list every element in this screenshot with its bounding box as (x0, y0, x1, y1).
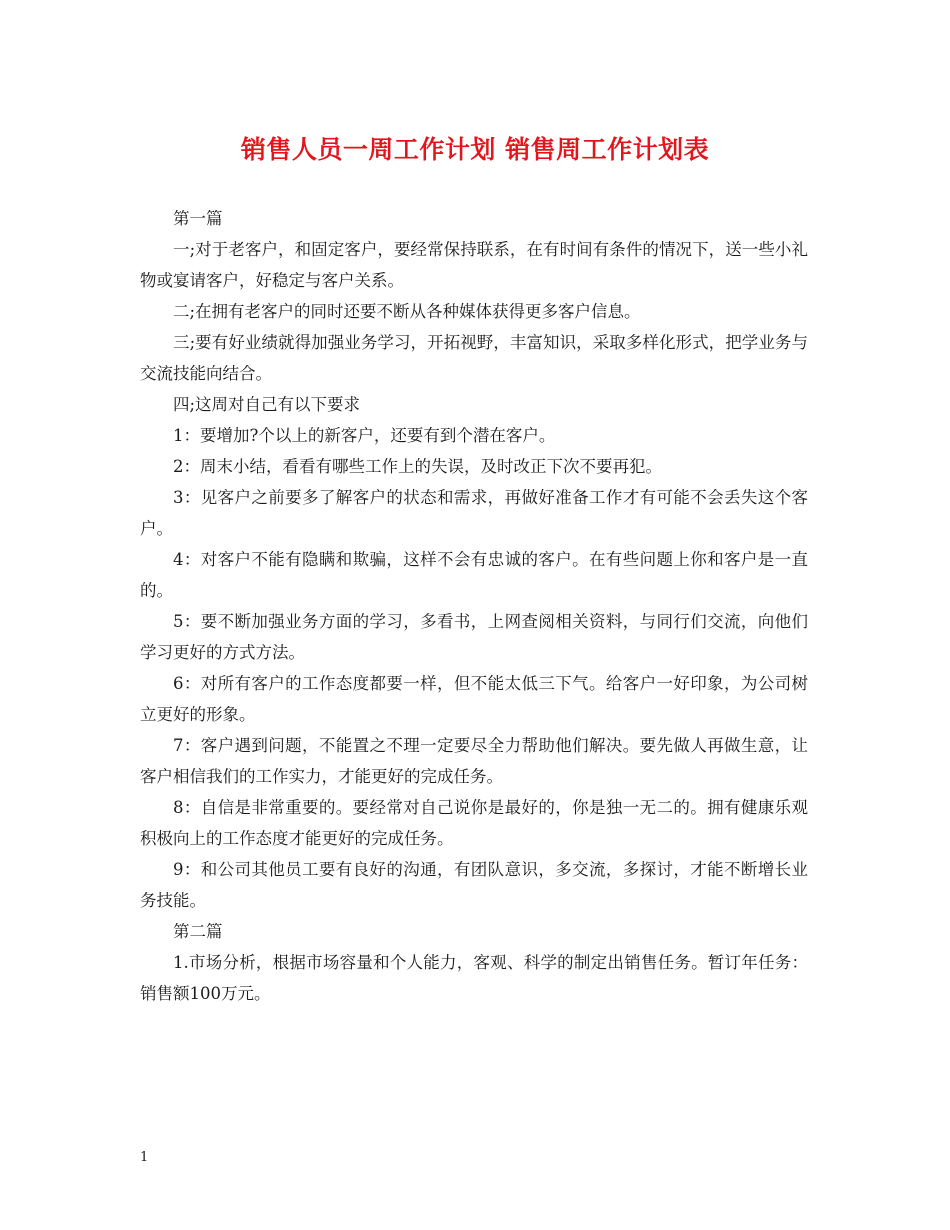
paragraph: 7：客户遇到问题，不能置之不理一定要尽全力帮助他们解决。要先做人再做生意，让客户相信我们的工作实力，才能更好的完成任务。 (140, 736, 808, 786)
paragraph: 三;要有好业绩就得加强业务学习，开拓视野，丰富知识，采取多样化形式，把学业务与交流技能向结合。 (140, 333, 808, 383)
paragraph: 2：周末小结，看看有哪些工作上的失误，及时改正下次不要再犯。 (173, 457, 662, 476)
paragraph: 9：和公司其他员工要有良好的沟通，有团队意识，多交流，多探讨，才能不断增长业务技能。 (140, 860, 808, 910)
page-number: 1 (140, 1150, 149, 1165)
paragraph: 8：自信是非常重要的。要经常对自己说你是最好的，你是独一无二的。拥有健康乐观积极向上的工作态度才能更好的完成任务。 (140, 798, 808, 848)
paragraph: 1.市场分析，根据市场容量和个人能力，客观、科学的制定出销售任务。暂订年任务：销售额100万元。 (140, 953, 808, 1003)
paragraph: 第二篇 (173, 922, 223, 941)
paragraph: 四;这周对自己有以下要求 (173, 395, 361, 414)
paragraph: 4：对客户不能有隐瞒和欺骗，这样不会有忠诚的客户。在有些问题上你和客户是一直的。 (140, 550, 808, 600)
document-title: 销售人员一周工作计划 销售周工作计划表 (240, 135, 710, 164)
paragraph: 第一篇 (173, 209, 223, 228)
paragraph: 6：对所有客户的工作态度都要一样，但不能太低三下气。给客户一好印象，为公司树立更好的形象。 (140, 674, 808, 724)
document-body (140, 203, 808, 1009)
paragraph: 1：要增加?个以上的新客户，还要有到个潜在客户。 (173, 426, 556, 445)
paragraph: 3：见客户之前要多了解客户的状态和需求，再做好准备工作才有可能不会丢失这个客户。 (140, 488, 808, 538)
paragraph: 5：要不断加强业务方面的学习，多看书，上网查阅相关资料，与同行们交流，向他们学习更好的方式方法。 (140, 612, 808, 662)
paragraph: 一;对于老客户，和固定客户，要经常保持联系，在有时间有条件的情况下，送一些小礼物或宴请客户，好稳定与客户关系。 (140, 240, 808, 290)
paragraph: 二;在拥有老客户的同时还要不断从各种媒体获得更多客户信息。 (173, 302, 641, 321)
